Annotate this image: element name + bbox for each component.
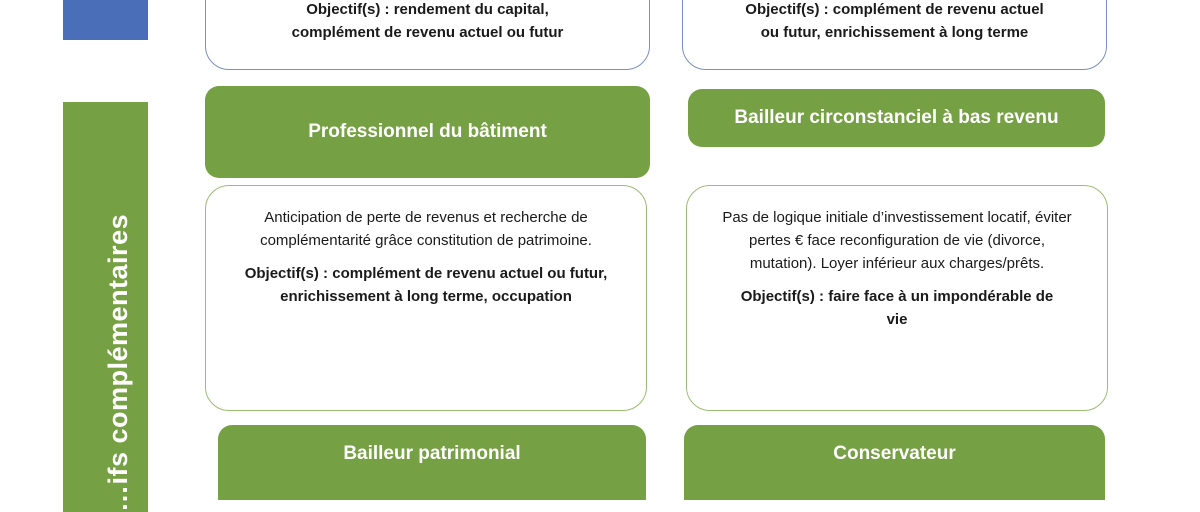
top-box-left-objective-line2: complément de revenu actuel ou futur (291, 24, 564, 41)
profile-title-professionnel: Professionnel du bâtiment (205, 86, 650, 178)
profile-title-conservateur: Conservateur (684, 425, 1105, 500)
profile-objective-bailleur-circonstanciel: Objectif(s) : faire face à un impondérable de vie (740, 288, 1054, 328)
profile-objective-professionnel: Objectif(s) : complément de revenu actuel ou futur, enrichissement à long terme, occupation (244, 265, 608, 305)
top-box-right (682, 0, 1107, 70)
side-bar-green (63, 102, 148, 512)
profile-box-professionnel (205, 185, 647, 411)
top-box-left-objective-line1: Objectif(s) : rendement du capital, (306, 1, 549, 18)
side-bar-label: …ifs complémentaires (102, 213, 133, 512)
side-bar-blue (63, 0, 148, 40)
profile-title-bailleur-circonstanciel: Bailleur circonstanciel à bas revenu (688, 89, 1105, 147)
top-box-right-objective-line2: ou futur, enrichissement à long terme (760, 24, 1029, 41)
profile-title-bailleur-patrimonial: Bailleur patrimonial (218, 425, 646, 500)
profile-description-professionnel: Anticipation de perte de revenus et recherche de complémentarité grâce constitution de patrimoine. (260, 209, 592, 249)
profile-description-bailleur-circonstanciel: Pas de logique initiale d’investissement locatif, éviter pertes € face reconfiguration de vie (divorce, mutation). Loyer inférieur aux charges/prêts. (722, 209, 1072, 272)
top-box-left (205, 0, 650, 70)
top-box-right-objective-line1: Objectif(s) : complément de revenu actuel (745, 1, 1044, 18)
profile-box-bailleur-circonstanciel (686, 185, 1108, 411)
